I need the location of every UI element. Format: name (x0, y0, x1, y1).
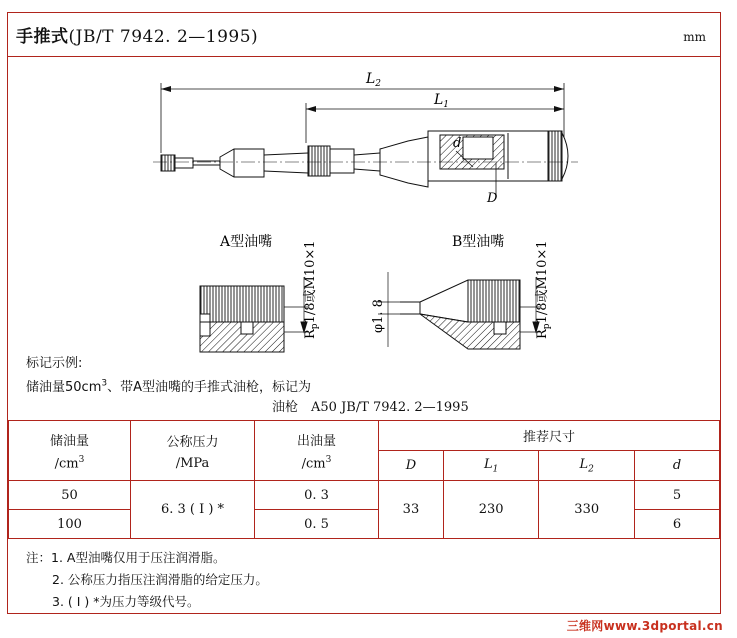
cell-output: 0. 5 (255, 510, 379, 539)
cell-d: 6 (635, 510, 720, 539)
type-a-nozzle (200, 277, 308, 352)
header-recommended: 推荐尺寸 (379, 421, 720, 451)
type-a-thread-spec: $R_p1/8$或M10×1 (303, 240, 320, 339)
note-1: 注：1. A型油嘴仅用于压注润滑脂。 (26, 550, 226, 565)
cell-L1: 230 (443, 481, 539, 539)
svg-text:L2: $L_2$ (366, 71, 382, 89)
notes (26, 547, 268, 613)
header-output: 出油量 $/cm^3$ (255, 421, 379, 481)
site-watermark: 三维网www.3dportal.cn (566, 619, 723, 633)
header-L2: $L_2$ (539, 451, 635, 481)
example-heading: 标记示例: (26, 356, 83, 371)
cell-pressure: 6. 3 ( I ) * (131, 481, 255, 539)
cell-output: 0. 3 (255, 481, 379, 510)
table-row (9, 481, 720, 510)
note-3: 3. ( I ) *为压力等级代号。 (52, 594, 200, 609)
header-capacity: 储油量 $/cm^3$ (9, 421, 131, 481)
cell-d: 5 (635, 481, 720, 510)
dim-d-label: d (453, 136, 462, 151)
type-b-thread-spec: $R_p1/8$或M10×1 (535, 240, 552, 339)
note-2: 2. 公称压力指压注润滑脂的给定压力。 (52, 572, 268, 587)
cell-L2: 330 (539, 481, 635, 539)
header-D: D (379, 451, 444, 481)
cell-capacity: 100 (9, 510, 131, 539)
oil-gun-body (153, 131, 578, 187)
dim-D-label: D (487, 191, 498, 206)
cell-D: 33 (379, 481, 444, 539)
oil-gun-drawing (8, 57, 720, 357)
standard-number: (JB/T 7942. 2—1995) (68, 27, 259, 47)
unit-label: mm (683, 30, 706, 44)
type-a-label: A型油嘴 (220, 234, 273, 250)
page-title: 手推式(JB/T 7942. 2—1995) (16, 27, 259, 47)
cell-capacity: 50 (9, 481, 131, 510)
dimension-L1 (306, 92, 564, 143)
type-b-diameter: φ1. 8 (371, 299, 386, 333)
spec-table (8, 420, 720, 539)
type-b-label: B型油嘴 (452, 234, 505, 250)
document-frame (7, 12, 721, 614)
header-pressure: 公称压力 /MPa (131, 421, 255, 481)
type-b-nozzle (378, 272, 540, 349)
example-line: 储油量$50cm^3$、带A型油嘴的手推式油枪，标记为 (26, 378, 311, 395)
header-L1: $L_1$ (443, 451, 539, 481)
header-d: d (635, 451, 720, 481)
svg-text:L1: $L_1$ (434, 92, 450, 110)
example-code: 油枪 A50 JB/T 7942. 2—1995 (272, 400, 469, 415)
